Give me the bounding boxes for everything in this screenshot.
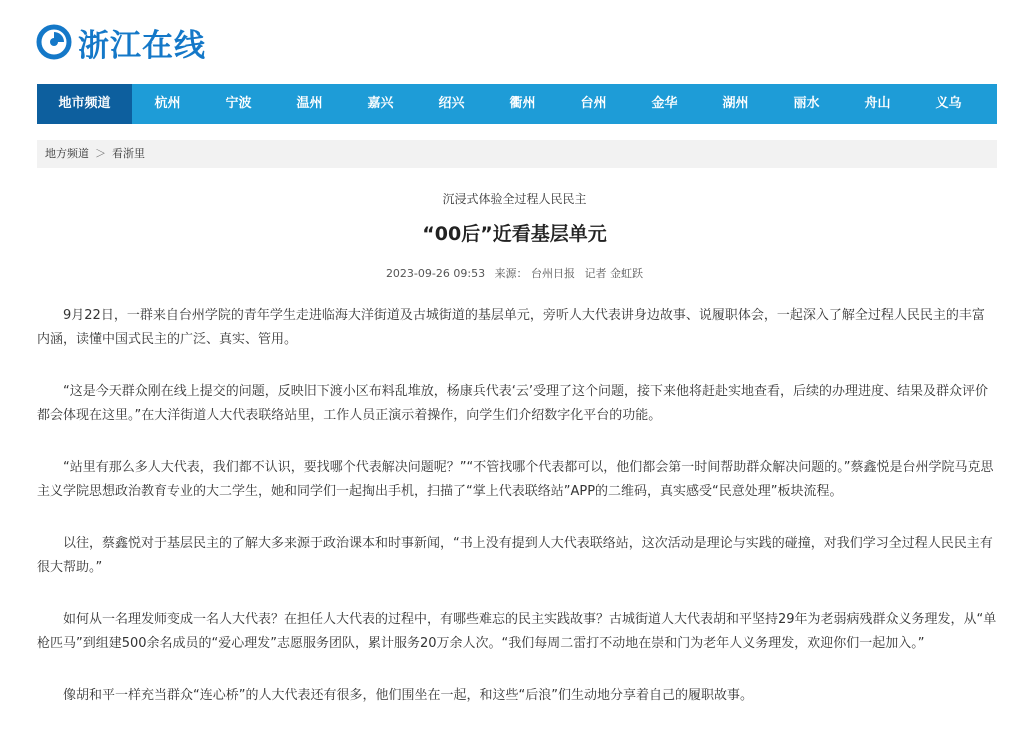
site-logo[interactable] — [36, 20, 206, 64]
article-paragraph: 如何从一名理发师变成一名人大代表？在担任人大代表的过程中，有哪些难忘的民主实践故事？古城街道人大代表胡和平坚持29年为老弱病残群众义务理发，从“单枪匹马”到组建500余名成员的“爱心理发”志愿服务团队，累计服务20万余人次。“我们每周二雷打不动地在崇和门为老年人义务理发，欢迎你们一起加入。” — [37, 612, 997, 651]
logo-swirl-icon — [36, 24, 72, 60]
article-body — [37, 304, 997, 736]
nav-item-zhoushan[interactable]: 舟山 — [864, 96, 891, 111]
nav-item-region-channel[interactable]: 地市频道 — [37, 84, 132, 124]
article-paragraph: “这是今天群众刚在线上提交的问题，反映旧下渡小区布料乱堆放，杨康兵代表‘云’受理了这个问题，接下来他将赶赴实地查看，后续的办理进度、结果及群众评价都会体现在这里。”在大洋街道人大代表联络站里，工作人员正演示着操作，向学生们介绍数字化平台的功能。 — [37, 384, 989, 423]
article-paragraph: “站里有那么多人大代表，我们都不认识，要找哪个代表解决问题呢？”“不管找哪个代表都可以，他们都会第一时间帮助群众解决问题的。”蔡鑫悦是台州学院马克思主义学院思想政治教育专业的大二学生，她和同学们一起掏出手机，扫描了“掌上代表联络站”APP的二维码，真实感受“民意处理”板块流程。 — [37, 460, 994, 499]
article-paragraph: 9月22日，一群来自台州学院的青年学生走进临海大洋街道及古城街道的基层单元，旁听人大代表讲身边故事、说履职体会，一起深入了解全过程人民民主的丰富内涵，读懂中国式民主的广泛、真实、管用。 — [37, 308, 985, 347]
nav-item-huzhou[interactable]: 湖州 — [722, 96, 749, 111]
logo-text: 浙江在线 — [78, 27, 206, 64]
article-source: 来源： 台州日报 — [494, 267, 576, 280]
article-subtitle: 沉浸式体验全过程人民民主 — [442, 192, 587, 206]
article-meta — [0, 265, 1029, 281]
article-paragraph: 以往，蔡鑫悦对于基层民主的了解大多来源于政治课本和时事新闻，“书上没有提到人大代表联络站，这次活动是理论与实践的碰撞，对我们学习全过程人民民主有很大帮助。” — [37, 536, 993, 575]
publish-date: 2023-09-26 09:53 — [385, 267, 486, 280]
nav-item-yiwu[interactable]: 义乌 — [935, 96, 962, 111]
nav-item-wenzhou[interactable]: 温州 — [296, 96, 323, 111]
breadcrumb-link-kanzheli[interactable]: 看浙里 — [112, 147, 145, 160]
nav-item-jinhua[interactable]: 金华 — [651, 96, 678, 111]
article-title: “00后”近看基层单元 — [422, 223, 607, 245]
nav-item-ningbo[interactable]: 宁波 — [225, 96, 252, 111]
nav-item-jiaxing[interactable]: 嘉兴 — [367, 96, 394, 111]
nav-item-shaoxing[interactable]: 绍兴 — [438, 96, 465, 111]
nav-item-lishui[interactable]: 丽水 — [793, 96, 820, 111]
city-nav-bar — [37, 84, 997, 124]
breadcrumb-separator: ＞ — [95, 147, 106, 160]
breadcrumb-link-region[interactable]: 地方频道 — [45, 147, 89, 160]
nav-item-quzhou[interactable]: 衢州 — [509, 96, 536, 111]
article-paragraph: 像胡和平一样充当群众“连心桥”的人大代表还有很多，他们围坐在一起，和这些“后浪”们生动地分享着自己的履职故事。 — [63, 688, 753, 703]
breadcrumb — [37, 140, 997, 168]
nav-item-hangzhou[interactable]: 杭州 — [154, 96, 181, 111]
article-author: 记者 金虹跃 — [584, 267, 644, 280]
nav-item-taizhou[interactable]: 台州 — [580, 96, 607, 111]
